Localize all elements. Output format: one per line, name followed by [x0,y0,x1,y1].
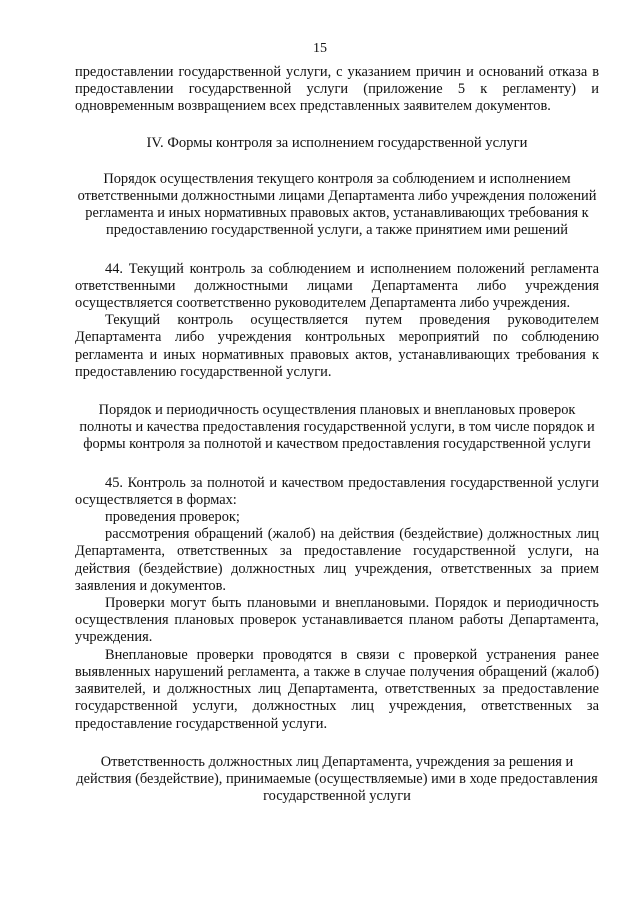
paragraph-45-5: Внеплановые проверки проводятся в связи с проверкой устранения ранее выявленных нарушений регламента, а также в случае получения обращений (жалоб) заявителей, и должностных лиц Департамента, ответственных за предоставление государственной услуги, должностных лиц учреждения, ответственных за предоставление государственной услуги. [75,646,599,732]
paragraph-44-1: 44. Текущий контроль за соблюдением и исполнением положений регламента ответственными должностными лицами Департамента либо учреждения осуществляется соответственно руководителем Департамента либо учреждения. [75,260,599,312]
paragraph-45-4: Проверки могут быть плановыми и внеплановыми. Порядок и периодичность осуществления плановых проверок устанавливается планом работы Департамента, учреждения. [75,595,599,646]
paragraph-44-2: Текущий контроль осуществляется путем проведения руководителем Департамента либо учреждения контрольных мероприятий по соблюдению регламента и иных нормативных правовых актов, устанавливающих требования к предоставлению государственной услуги. [75,312,599,380]
subheading-inspections: Порядок и периодичность осуществления плановых и внеплановых проверок полноты и качества предоставления государственной услуги, в том числе порядок и формы контроля за полнотой и качеством предоставления государственной услуги [79,402,595,453]
page-number: 15 [313,41,327,56]
paragraph-45-1: 45. Контроль за полнотой и качеством предоставления государственной услуги осуществляется в формах: [75,474,599,508]
paragraph-45-3: рассмотрения обращений (жалоб) на действия (бездействие) должностных лиц Департамента, ответственных за предоставление государственной услуги, на действия (бездействие) должностных лиц учреждения, ответственных за прием заявления и документов. [75,526,599,594]
subheading-responsibility: Ответственность должностных лиц Департамента, учреждения за решения и действия (бездействие), принимаемые (осуществляемые) ими в ходе предоставления государственной услуги [76,753,598,805]
paragraph-intro: предоставлении государственной услуги, с указанием причин и оснований отказа в предоставлении государственной услуги (приложение 5 к регламенту) и одновременным возвращением всех представленных заявителем документов. [75,64,599,115]
subheading-current-control: Порядок осуществления текущего контроля за соблюдением и исполнением ответственными должностными лицами Департамента либо учреждения положений регламента и иных нормативных правовых актов, устанавливающих требования к предоставлению государственной услуги, а также принятием ими решений [77,170,597,239]
page-content [75,64,599,805]
paragraph-45-2: проведения проверок; [105,509,240,526]
section-heading-iv: IV. Формы контроля за исполнением государственной услуги [146,134,528,151]
